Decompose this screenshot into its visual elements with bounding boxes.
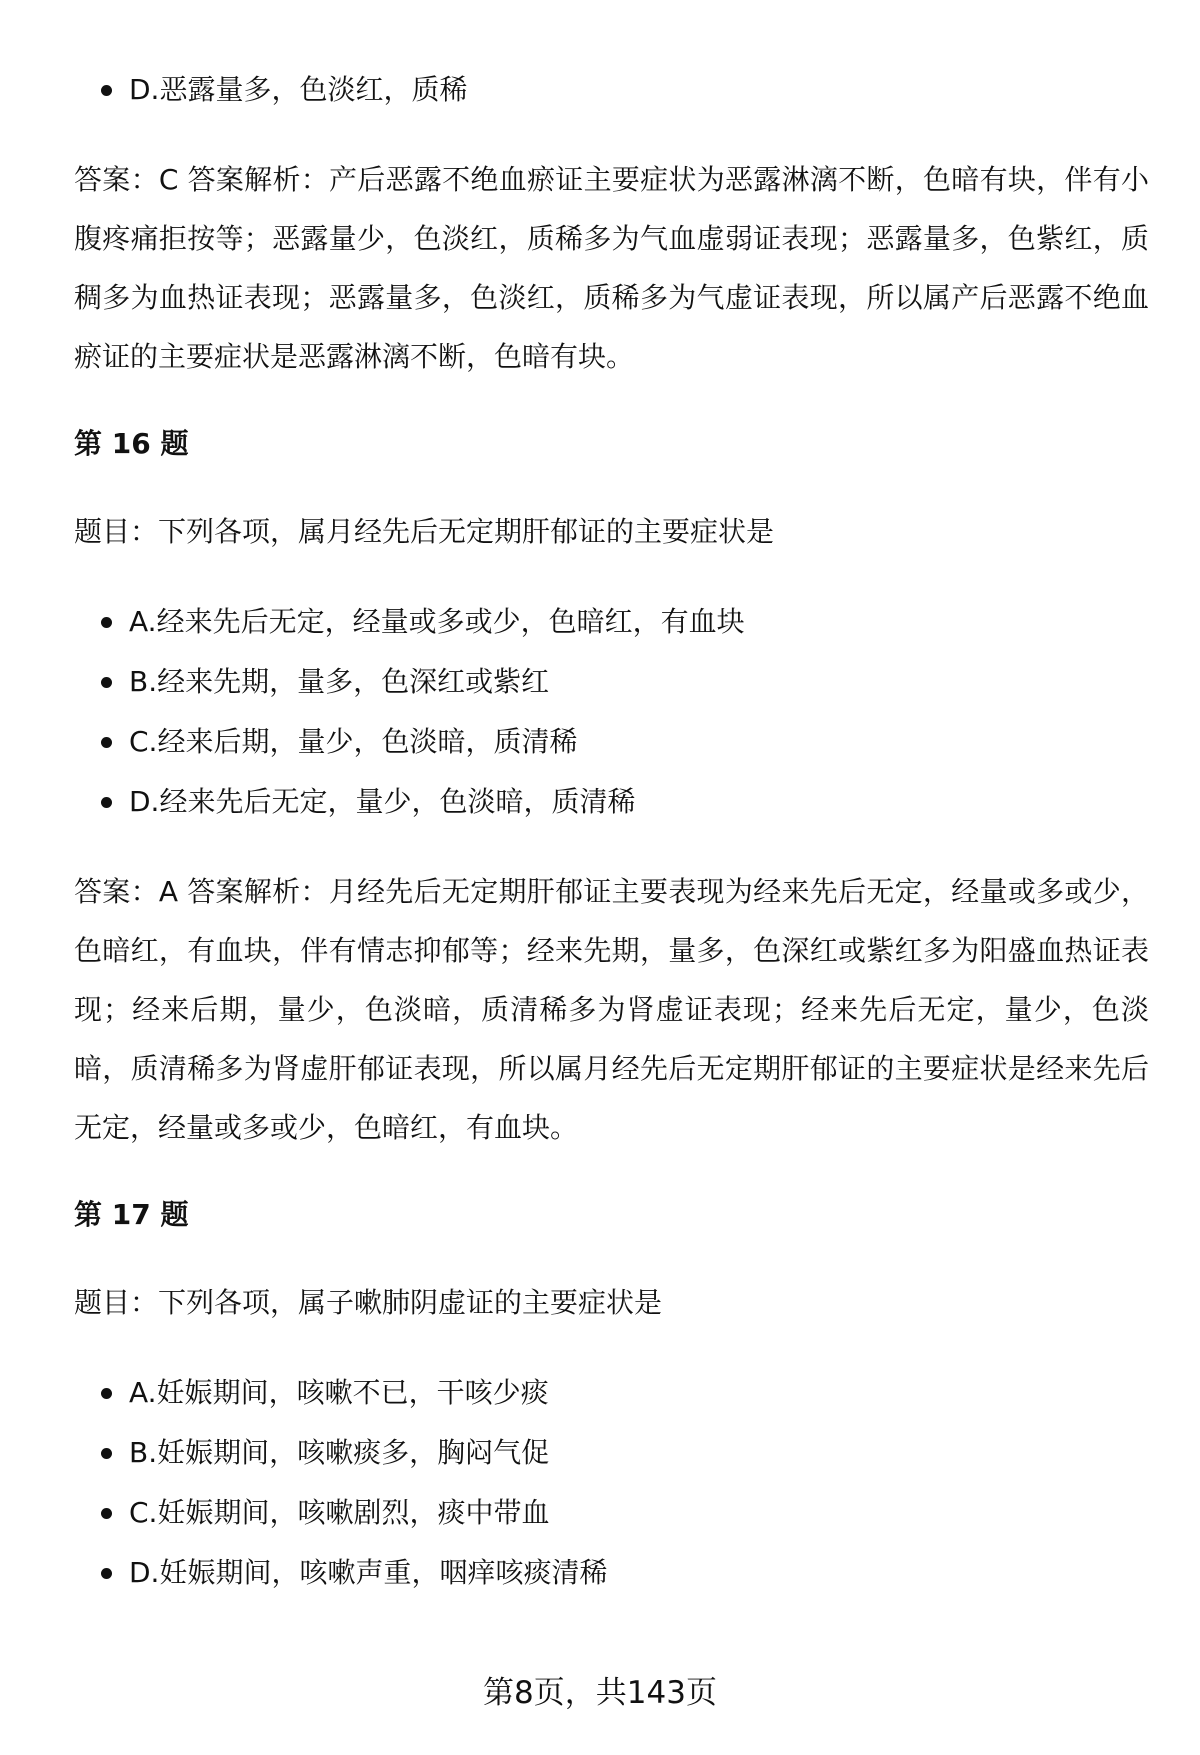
option-text: D.妊娠期间，咳嗽声重，咽痒咳痰清稀 [129, 1556, 608, 1589]
answer-explanation: 答案：A 答案解析：月经先后无定期肝郁证主要表现为经来先后无定，经量或多或少，色暗红，有血块，伴有情志抑郁等；经来先期，量多，色深红或紫红多为阳盛血热证表现；经来后期，量少，色淡暗，质清稀多为肾虚证表现；经来先后无定，量少，色淡暗，质清稀多为肾虚肝郁证表现，所以属月经先后无定期肝郁证的主要症状是经来先后无定，经量或多或少，色暗红，有血块。 [74, 875, 1149, 1144]
option-text: C.妊娠期间，咳嗽剧烈，痰中带血 [129, 1496, 550, 1529]
bullet-icon [101, 617, 112, 628]
question-options [74, 592, 1149, 832]
bullet-icon [101, 1388, 112, 1399]
option-text: A.妊娠期间，咳嗽不已，干咳少痰 [129, 1376, 549, 1409]
option-item [74, 592, 1149, 652]
option-item [74, 772, 1149, 832]
option-text: B.妊娠期间，咳嗽痰多，胸闷气促 [129, 1436, 550, 1469]
bullet-icon [101, 797, 112, 808]
option-item [74, 1363, 1149, 1423]
option-text: B.经来先期，量多，色深红或紫红 [129, 665, 550, 698]
option-item [74, 1483, 1149, 1543]
option-text: A.经来先后无定，经量或多或少，色暗红，有血块 [129, 605, 745, 638]
document-content [74, 60, 1149, 1603]
question-stem: 题目：下列各项，属月经先后无定期肝郁证的主要症状是 [74, 515, 775, 548]
bullet-icon [101, 1568, 112, 1579]
bullet-icon [101, 677, 112, 688]
option-item [74, 60, 1149, 120]
option-text: D.经来先后无定，量少，色淡暗，质清稀 [129, 785, 636, 818]
bullet-icon [101, 737, 112, 748]
page-number: 第8页，共143页 [483, 1675, 717, 1711]
prev-question-options [74, 60, 1149, 120]
question-stem: 题目：下列各项，属子嗽肺阴虚证的主要症状是 [74, 1286, 663, 1319]
bullet-icon [101, 85, 112, 96]
option-item [74, 712, 1149, 772]
option-item [74, 1423, 1149, 1483]
option-text: D.恶露量多，色淡红，质稀 [129, 73, 468, 106]
question-title: 第 16 题 [74, 427, 189, 460]
bullet-icon [101, 1448, 112, 1459]
option-text: C.经来后期，量少，色淡暗，质清稀 [129, 725, 578, 758]
bullet-icon [101, 1508, 112, 1519]
option-item [74, 1543, 1149, 1603]
answer-explanation: 答案：C 答案解析：产后恶露不绝血瘀证主要症状为恶露淋漓不断，色暗有块，伴有小腹疼痛拒按等；恶露量少，色淡红，质稀多为气血虚弱证表现；恶露量多，色紫红，质稠多为血热证表现；恶露量多，色淡红，质稀多为气虚证表现，所以属产后恶露不绝血瘀证的主要症状是恶露淋漓不断，色暗有块。 [74, 163, 1149, 373]
option-item [74, 652, 1149, 712]
question-options [74, 1363, 1149, 1603]
question-title: 第 17 题 [74, 1198, 189, 1231]
